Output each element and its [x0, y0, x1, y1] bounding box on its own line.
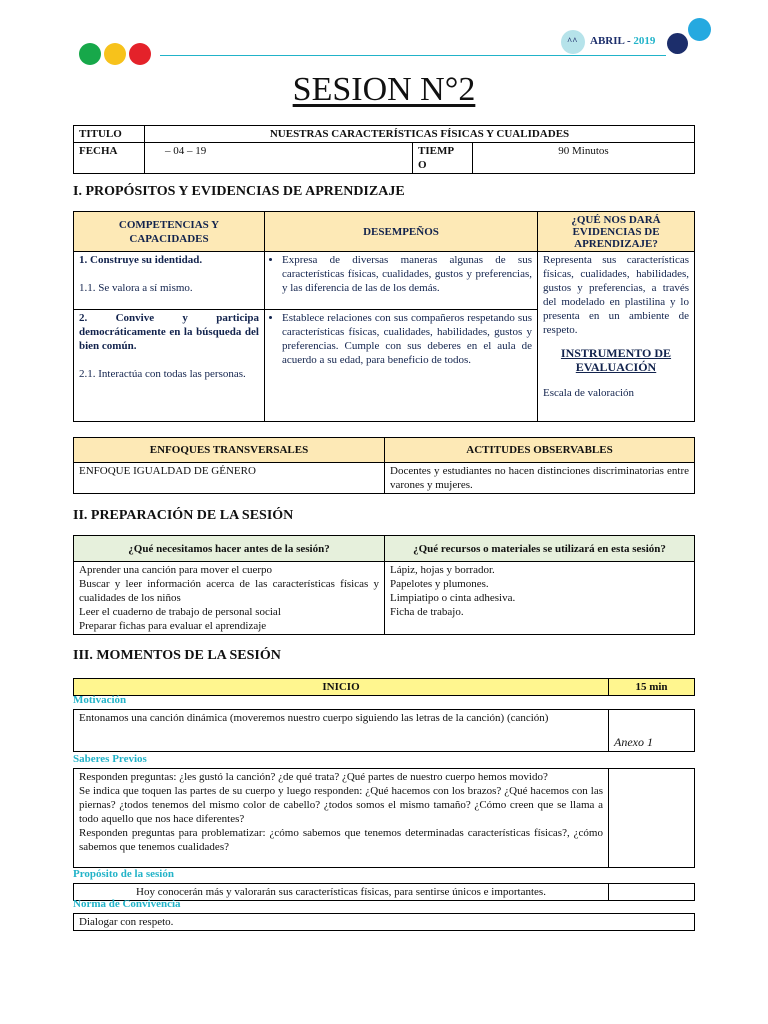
desempeno-1 — [265, 252, 538, 310]
saberes-item: Responden preguntas para problematizar: ¿cómo sabemos que tenemos determinadas características físicas?, ¿cómo sabemos que tenemos cualidades? — [79, 827, 603, 853]
recursos-list — [385, 562, 695, 635]
antes-list — [74, 562, 385, 635]
header-date — [590, 35, 655, 47]
competencia-1-capacidad: 1.1. Se valora a sí mismo. — [79, 282, 193, 294]
antes-header: ¿Qué necesitamos hacer antes de la sesión? — [74, 536, 385, 562]
section1-title: I. PROPÓSITOS Y EVIDENCIAS DE APRENDIZAJE — [73, 184, 405, 199]
titulo-label: TITULO — [74, 126, 145, 143]
actitudes-header: ACTITUDES OBSERVABLES — [385, 438, 695, 463]
recurso-item: Lápiz, hojas y borrador. — [390, 564, 495, 576]
recurso-item: Limpiatipo o cinta adhesiva. — [390, 592, 516, 604]
anexo-text: Anexo 1 — [614, 735, 653, 749]
motivacion-table — [73, 709, 695, 752]
saberes-table — [73, 768, 695, 868]
desempeno-2 — [265, 310, 538, 422]
norma-table — [73, 913, 695, 931]
tiempo-label-1: TIEMP — [418, 145, 455, 157]
inicio-time: 15 min — [609, 679, 695, 696]
purposes-table — [73, 211, 695, 422]
actitud-value: Docentes y estudiantes no hacen distinciones discriminatorias entre varones y mujeres. — [385, 463, 695, 494]
evidencia-text: Representa sus características físicas, cualidades, habilidades, gustos y preferencias, a través del modelado en plastilina y lo presenta en un ambiente de respeto. — [543, 254, 689, 336]
header-month: ABRIL — [590, 35, 625, 47]
anexo-cell — [609, 710, 695, 752]
antes-item: Preparar fichas para evaluar el aprendizaje — [79, 620, 267, 632]
enfoques-header: ENFOQUES TRANSVERSALES — [74, 438, 385, 463]
motivacion-text: Entonamos una canción dinámica (moveremos nuestro cuerpo siguiendo las letras de la canción) (canción) — [74, 710, 609, 752]
competencia-1 — [74, 252, 265, 310]
recurso-item: Papelotes y plumones. — [390, 578, 489, 590]
section2-title: II. PREPARACIÓN DE LA SESIÓN — [73, 508, 294, 523]
saberes-label: Saberes Previos — [73, 753, 147, 765]
saberes-item: Responden preguntas: ¿les gustó la canción? ¿de qué trata? ¿Qué partes de nuestro cuerpo hemos movido? — [79, 771, 548, 783]
yellow-dot-icon — [104, 43, 126, 65]
competencia-2-capacidad: 2.1. Interactúa con todas las personas. — [79, 368, 246, 380]
desempenos-header: DESEMPEÑOS — [265, 212, 538, 252]
norma-label: Norma de Convivencia — [73, 898, 181, 910]
smile-glyph: ^^ — [567, 36, 578, 46]
antes-item: Aprender una canción para mover el cuerpo — [79, 564, 273, 576]
red-dot-icon — [129, 43, 151, 65]
evidencias-header: ¿QUÉ NOS DARÁ EVIDENCIAS DE APRENDIZAJE? — [538, 212, 695, 252]
fecha-value: – 04 – 19 — [145, 143, 413, 174]
recursos-header: ¿Qué recursos o materiales se utilizará en esta sesión? — [385, 536, 695, 562]
tiempo-value: 90 Minutos — [473, 143, 695, 174]
instrumento-title: INSTRUMENTO DE EVALUACIÓN — [560, 346, 672, 374]
saberes-empty-cell — [609, 769, 695, 868]
enfoques-table — [73, 437, 695, 494]
saberes-item: Se indica que toquen las partes de su cuerpo y luego responden: ¿Qué hacemos con los brazos? ¿Qué hacemos con las piernas? ¿todos tenemos del mismo color de cabello? ¿todos somos el mismo tamaño? ¿Cómo creen que se llama a todo aquello que nos hace diferentes? — [79, 785, 603, 825]
proposito-label: Propósito de la sesión — [73, 868, 174, 880]
inicio-header-table — [73, 678, 695, 696]
header-year: 2019 — [633, 35, 656, 47]
antes-item: Buscar y leer información acerca de las características físicas y cualidades de los niños — [79, 578, 379, 604]
green-dot-icon — [79, 43, 101, 65]
recurso-item: Ficha de trabajo. — [390, 606, 464, 618]
saberes-text — [74, 769, 609, 868]
competencias-header: COMPETENCIAS Y CAPACIDADES — [74, 212, 265, 252]
instrumento-value: Escala de valoración — [543, 387, 635, 399]
desempeno-1-text: • Expresa de diversas maneras algunas de sus características físicas, cualidades, gustos y preferencias, y las diferencia de las de los demás. — [282, 253, 532, 295]
evidencia-cell — [538, 252, 695, 422]
proposito-text: Hoy conocerán más y valorarán sus características físicas, para sentirse únicos e importantes. — [74, 884, 609, 901]
tiempo-label — [413, 143, 473, 174]
motivacion-label: Motivación — [73, 694, 127, 706]
proposito-empty-cell — [609, 884, 695, 901]
competencia-2 — [74, 310, 265, 422]
sky-dot-icon — [688, 18, 711, 41]
info-table — [73, 125, 695, 174]
competencia-1-title: 1. Construye su identidad. — [79, 254, 203, 266]
antes-item: Leer el cuaderno de trabajo de personal social — [79, 606, 281, 618]
desempeno-2-text: • Establece relaciones con sus compañeros respetando sus características físicas, cualidades, habilidades, gustos y preferencias. Cumple con sus deberes en el aula de acuerdo a su edad, para beneficio de todos. — [282, 311, 532, 367]
navy-dot-icon — [667, 33, 688, 54]
inicio-label: INICIO — [74, 679, 609, 696]
date-badge — [561, 30, 589, 54]
page-title: SESION N°2 — [292, 71, 476, 108]
titulo-value: NUESTRAS CARACTERÍSTICAS FÍSICAS Y CUALIDADES — [145, 126, 695, 143]
enfoque-value: ENFOQUE IGUALDAD DE GÉNERO — [74, 463, 385, 494]
competencia-2-title: 2. Convive y participa democráticamente en la búsqueda del bien común. — [79, 312, 259, 352]
header-line — [160, 55, 666, 56]
preparation-table — [73, 535, 695, 635]
section3-title: III. MOMENTOS DE LA SESIÓN — [73, 648, 281, 663]
tiempo-label-2: O — [418, 159, 427, 171]
fecha-label: FECHA — [74, 143, 145, 174]
header-separator: - — [627, 35, 631, 47]
norma-text: Dialogar con respeto. — [74, 914, 695, 931]
